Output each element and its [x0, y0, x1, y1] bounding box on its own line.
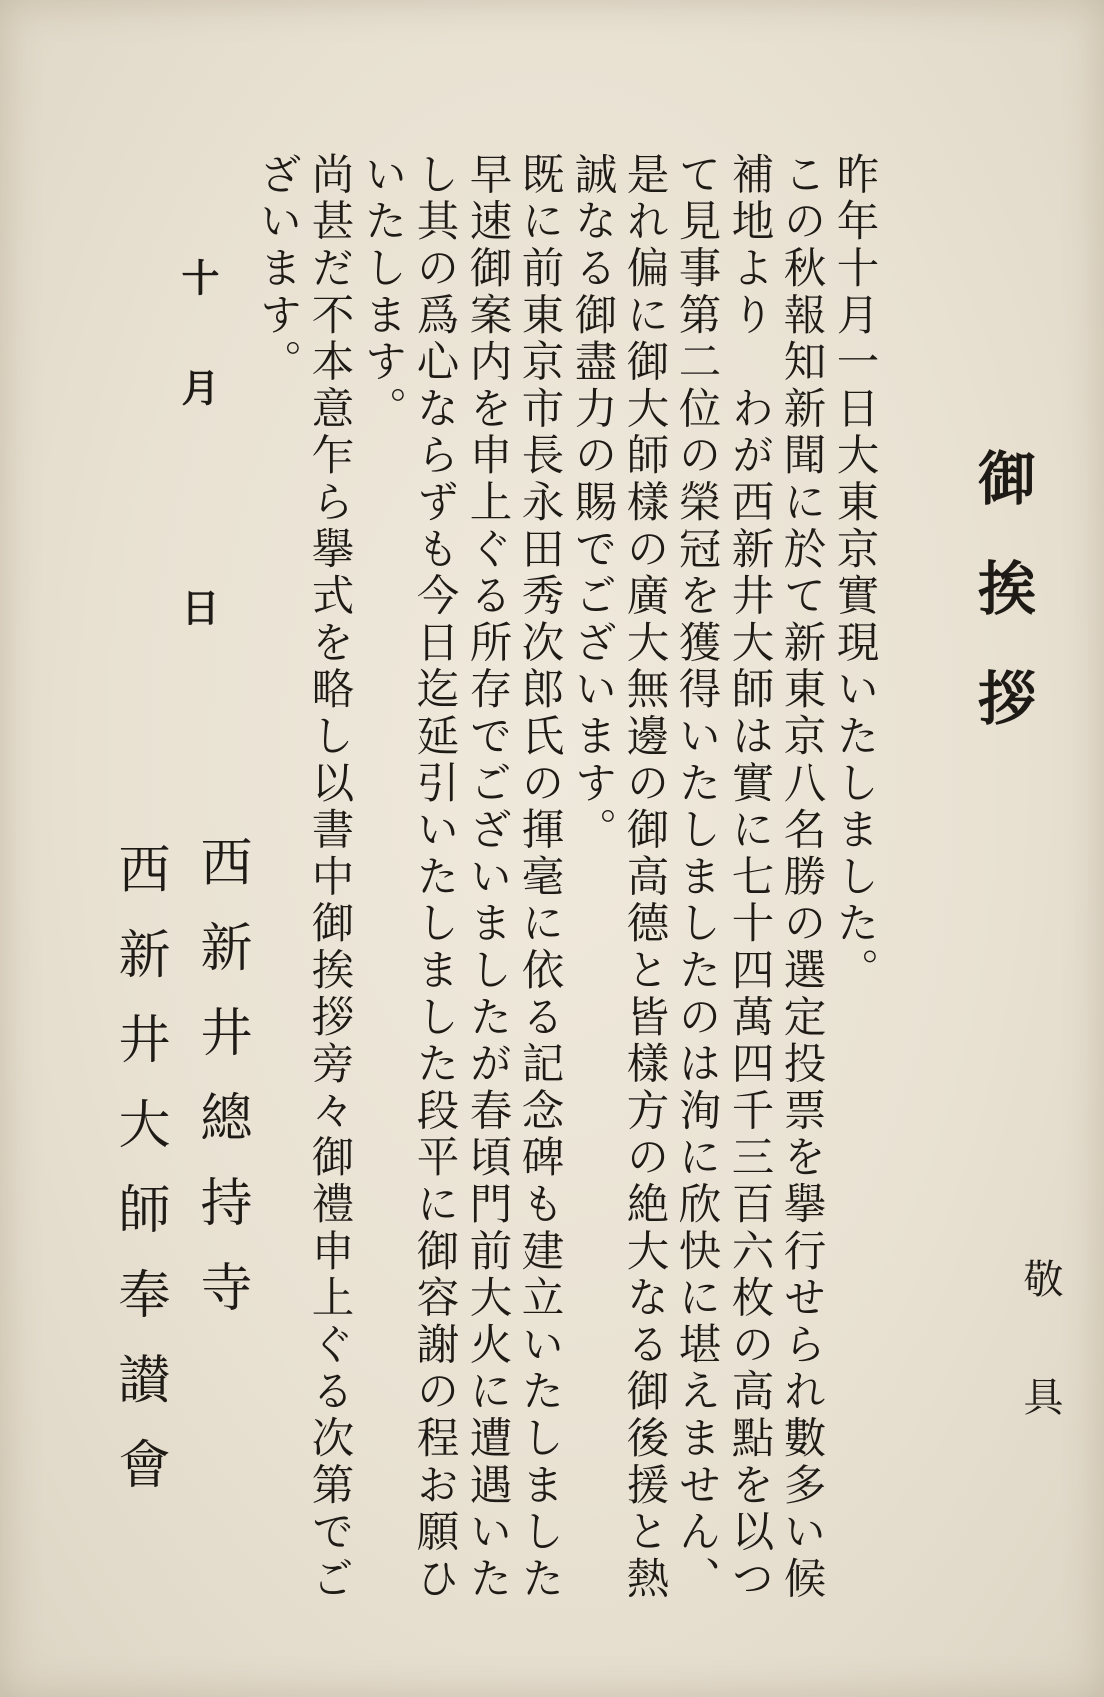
body-column-8: 早速御案内を申上ぐる所存でございましたが春頃門前大火に遭遇いた — [462, 152, 512, 1603]
signer-temple: 西新井總持寺 — [191, 835, 251, 1345]
body-column-3: 補地より わが西新井大師は實に七十四萬四千三百六枚の高點を以つ — [724, 152, 774, 1603]
body-column-6: 誠なる御盡力の賜でございます。 — [567, 152, 617, 854]
body-column-10: いたします。 — [357, 152, 407, 433]
body-column-7: 既に前東京市長永田秀次郎氏の揮毫に依る記念碑も建立いたしました — [514, 152, 564, 1603]
body-column-5: 是れ偏に御大師樣の廣大無邊の御高德と皆樣方の絶大なる御後援と熱 — [619, 152, 669, 1603]
body-column-9: し其の爲心ならずも今日迄延引いたしました段平に御容謝の程お願ひ — [409, 152, 459, 1603]
letter-date: 十月 日 — [175, 258, 220, 698]
body-column-1: 昨年十月一日大東京實現いたしました。 — [829, 152, 879, 995]
body-column-4: て見事第二位の榮冠を獲得いたしましたのは洵に欣快に堪えません、 — [671, 152, 721, 1603]
body-column-2: この秋報知新聞に於て新東京八名勝の選定投票を擧行せられ數多い候 — [776, 152, 826, 1603]
closing-keigu: 敬具 — [1017, 1258, 1063, 1494]
signer-association: 西新井大師奉讃會 — [109, 842, 169, 1522]
body-column-11: 尚甚だ不本意乍ら擧式を略し以書中御挨拶旁々御禮申上ぐる次第でご — [304, 152, 354, 1603]
letter-title: 御挨拶 — [968, 448, 1036, 778]
body-column-12: ざいます。 — [252, 152, 302, 386]
